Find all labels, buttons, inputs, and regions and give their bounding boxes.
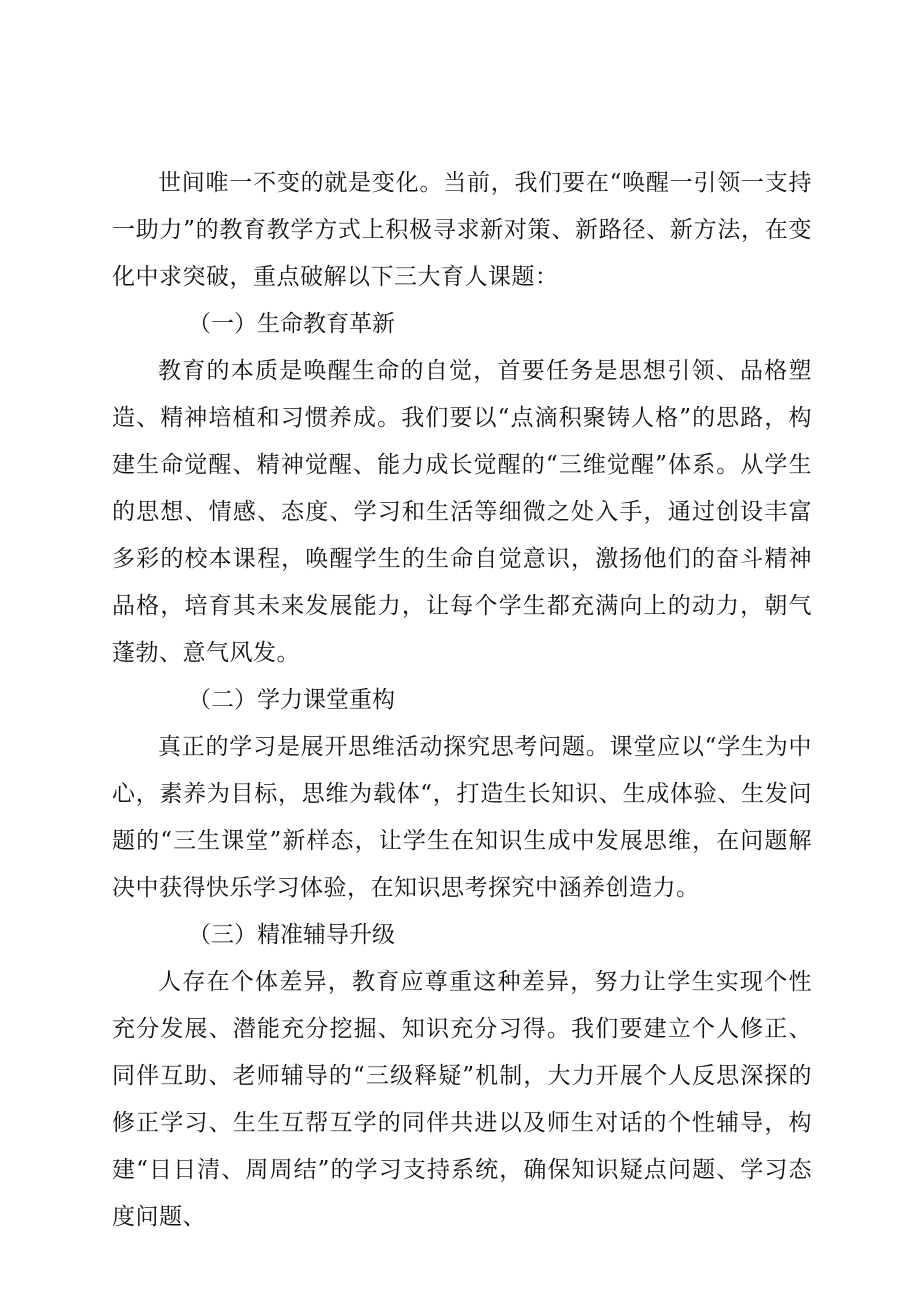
section-heading-classroom-reconstruction: （二）学力课堂重构 xyxy=(188,687,395,713)
section-heading-life-education: （一）生命教育革新 xyxy=(188,311,395,337)
section-heading-precision-tutoring: （三）精准辅导升级 xyxy=(188,922,395,948)
document-body xyxy=(112,160,812,1241)
intro-paragraph: 世间唯一不变的就是变化。当前，我们要在“唤醒一引领一支持一助力”的教育教学方式上积极寻求新对策、新路径、新方法，在变化中求突破，重点破解以下三大育人课题： xyxy=(112,170,812,290)
section-paragraph-life-education: 教育的本质是唤醒生命的自觉，首要任务是思想引领、品格塑造、精神培植和习惯养成。我们要以“点滴积聚铸人格”的思路，构建生命觉醒、精神觉醒、能力成长觉醒的“三维觉醒”体系。从学生的思想、情感、态度、学习和生活等细微之处入手，通过创设丰富多彩的校本课程，唤醒学生的生命自觉意识，激扬他们的奋斗精神品格，培育其未来发展能力，让每个学生都充满向上的动力，朝气蓬勃、意气风发。 xyxy=(112,358,812,666)
section-paragraph-precision-tutoring: 人存在个体差异，教育应尊重这种差异，努力让学生实现个性充分发展、潜能充分挖掘、知识充分习得。我们要建立个人修正、同伴互助、老师辅导的“三级释疑”机制，大力开展个人反思深探的修正学习、生生互帮互学的同伴共进以及师生对话的个性辅导，构建“日日清、周周结”的学习支持系统，确保知识疑点问题、学习态度问题、 xyxy=(112,969,812,1230)
section-paragraph-classroom-reconstruction: 真正的学习是展开思维活动探究思考问题。课堂应以“学生为中心，素养为目标，思维为载体“，打造生长知识、生成体验、生发问题的“三生课堂”新样态，让学生在知识生成中发展思维，在问题解决中获得快乐学习体验，在知识思考探究中涵养创造力。 xyxy=(112,734,812,901)
